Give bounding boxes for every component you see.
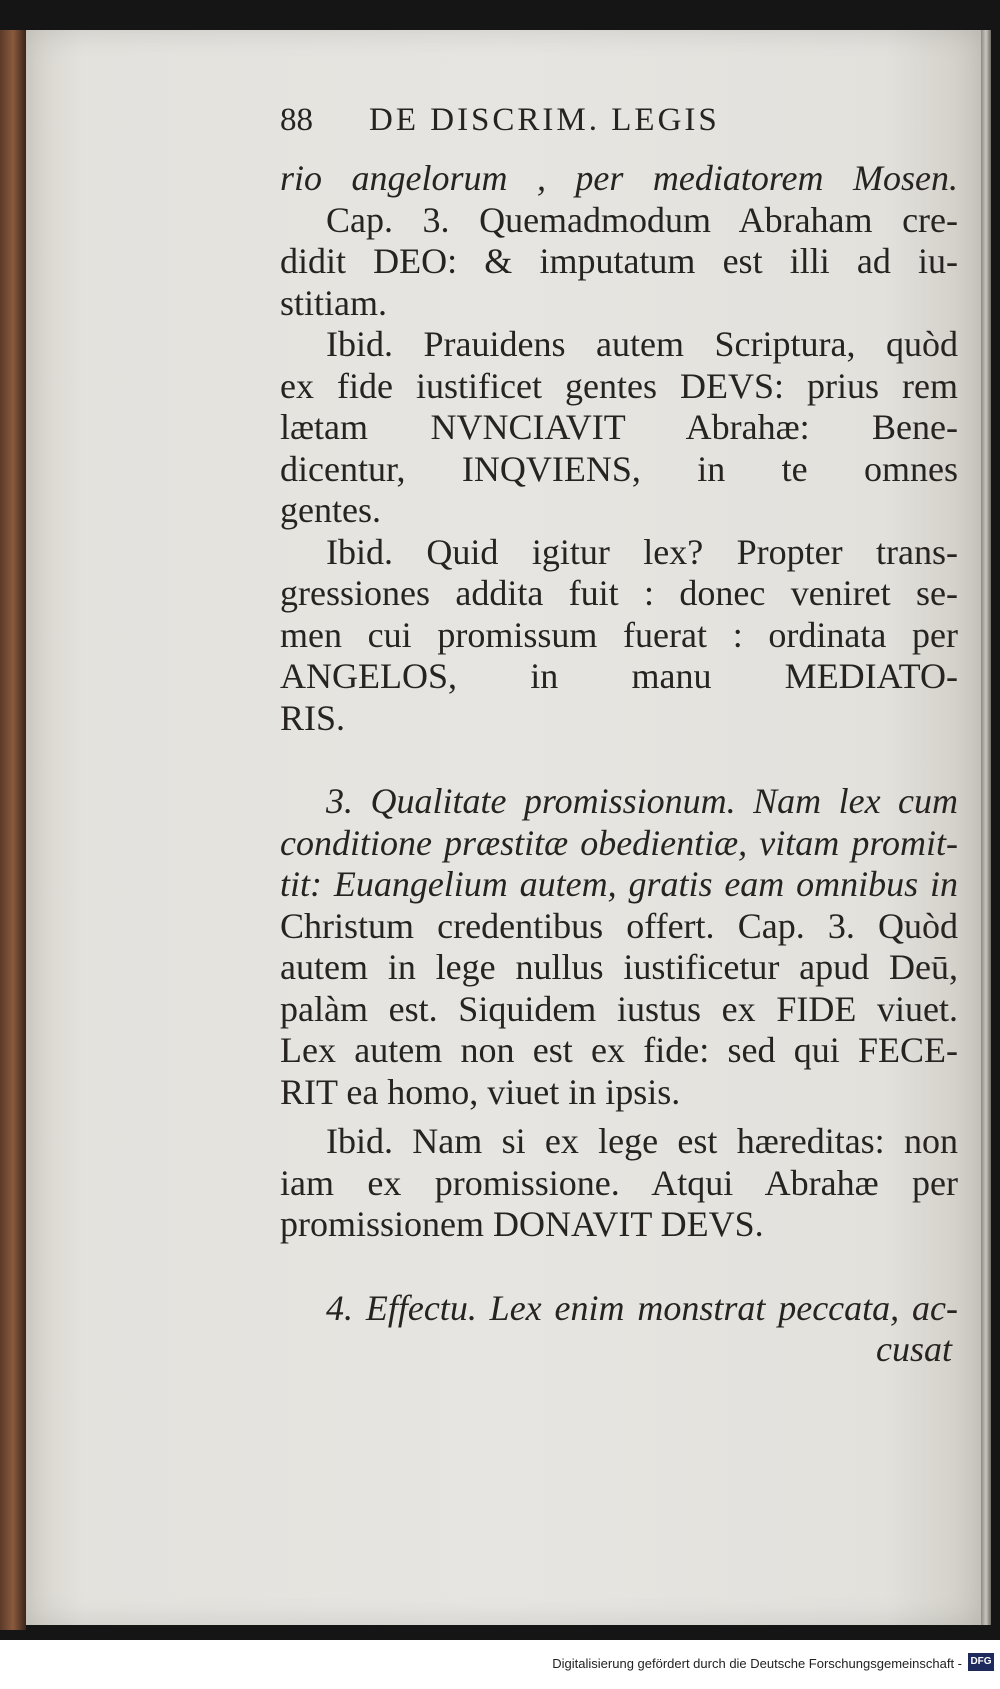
page-text xyxy=(280,100,958,1371)
page-number: 88 xyxy=(280,102,313,138)
text-line: Ibid. Prauidens autem Scriptura, quòd xyxy=(326,324,958,364)
text-line: Ibid. Nam si ex lege est hæreditas: non xyxy=(326,1121,958,1161)
text-line: conditione præstitæ obedientiæ, vitam promit- xyxy=(280,822,958,863)
text-line: Cap. 3. Quemadmodum Abraham cre- xyxy=(326,199,958,240)
text-line: iam ex promissione. Atqui Abrahæ per xyxy=(280,1162,958,1203)
text-line: 3. Qualitate promissionum. Nam lex cum xyxy=(326,781,958,821)
text-line: gentes. xyxy=(280,490,381,530)
text-line: palàm est. Siquidem iustus ex FIDE viuet. xyxy=(280,988,958,1029)
digitization-footer xyxy=(0,1640,1000,1689)
book-spine-edge xyxy=(0,30,26,1630)
text-line: stitiam. xyxy=(280,282,387,323)
text-line: Christum credentibus offert. Cap. 3. Quòd xyxy=(280,905,958,946)
text-line: men cui promissum fuerat : ordinata per xyxy=(280,614,958,655)
text-line: lætam NVNCIAVIT Abrahæ: Bene- xyxy=(280,407,958,447)
running-title: DE DISCRIM. LEGIS xyxy=(369,102,720,138)
text-line: gressiones addita fuit : donec veniret se- xyxy=(280,573,958,613)
text-line: Ibid. Quid igitur lex? Propter trans- xyxy=(326,531,958,572)
text-line: 4. Effectu. Lex enim monstrat peccata, ac- xyxy=(326,1287,958,1328)
text-line: autem in lege nullus iustificetur apud Deū, xyxy=(280,947,958,987)
running-head xyxy=(280,100,958,150)
catchword: cusat xyxy=(876,1329,952,1369)
text-line: ex fide iustificet gentes DEVS: prius rem xyxy=(280,365,958,406)
text-line: tit: Euangelium autem, gratis eam omnibus in xyxy=(280,864,958,904)
text-line: ANGELOS, in manu MEDIATO- xyxy=(280,656,958,696)
paragraph-gap xyxy=(280,1113,958,1121)
funding-credit: Digitalisierung gefördert durch die Deutsche Forschungsgemeinschaft - xyxy=(552,1656,962,1671)
text-line: dicentur, INQVIENS, in te omnes xyxy=(280,448,958,489)
dfg-logo-icon: DFG xyxy=(968,1653,994,1671)
text-line: rio angelorum , per mediatorem Mosen. xyxy=(280,158,958,198)
text-line: Lex autem non est ex fide: sed qui FECE- xyxy=(280,1030,958,1070)
paragraph-gap xyxy=(280,1246,958,1288)
text-line: RIT ea homo, viuet in ipsis. xyxy=(280,1071,681,1112)
page-edge xyxy=(981,30,991,1625)
text-line: promissionem DONAVIT DEVS. xyxy=(280,1204,764,1244)
paragraph-gap xyxy=(280,739,958,781)
text-line: RIS. xyxy=(280,697,346,738)
text-line: didit DEO: & imputatum est illi ad iu- xyxy=(280,241,958,281)
